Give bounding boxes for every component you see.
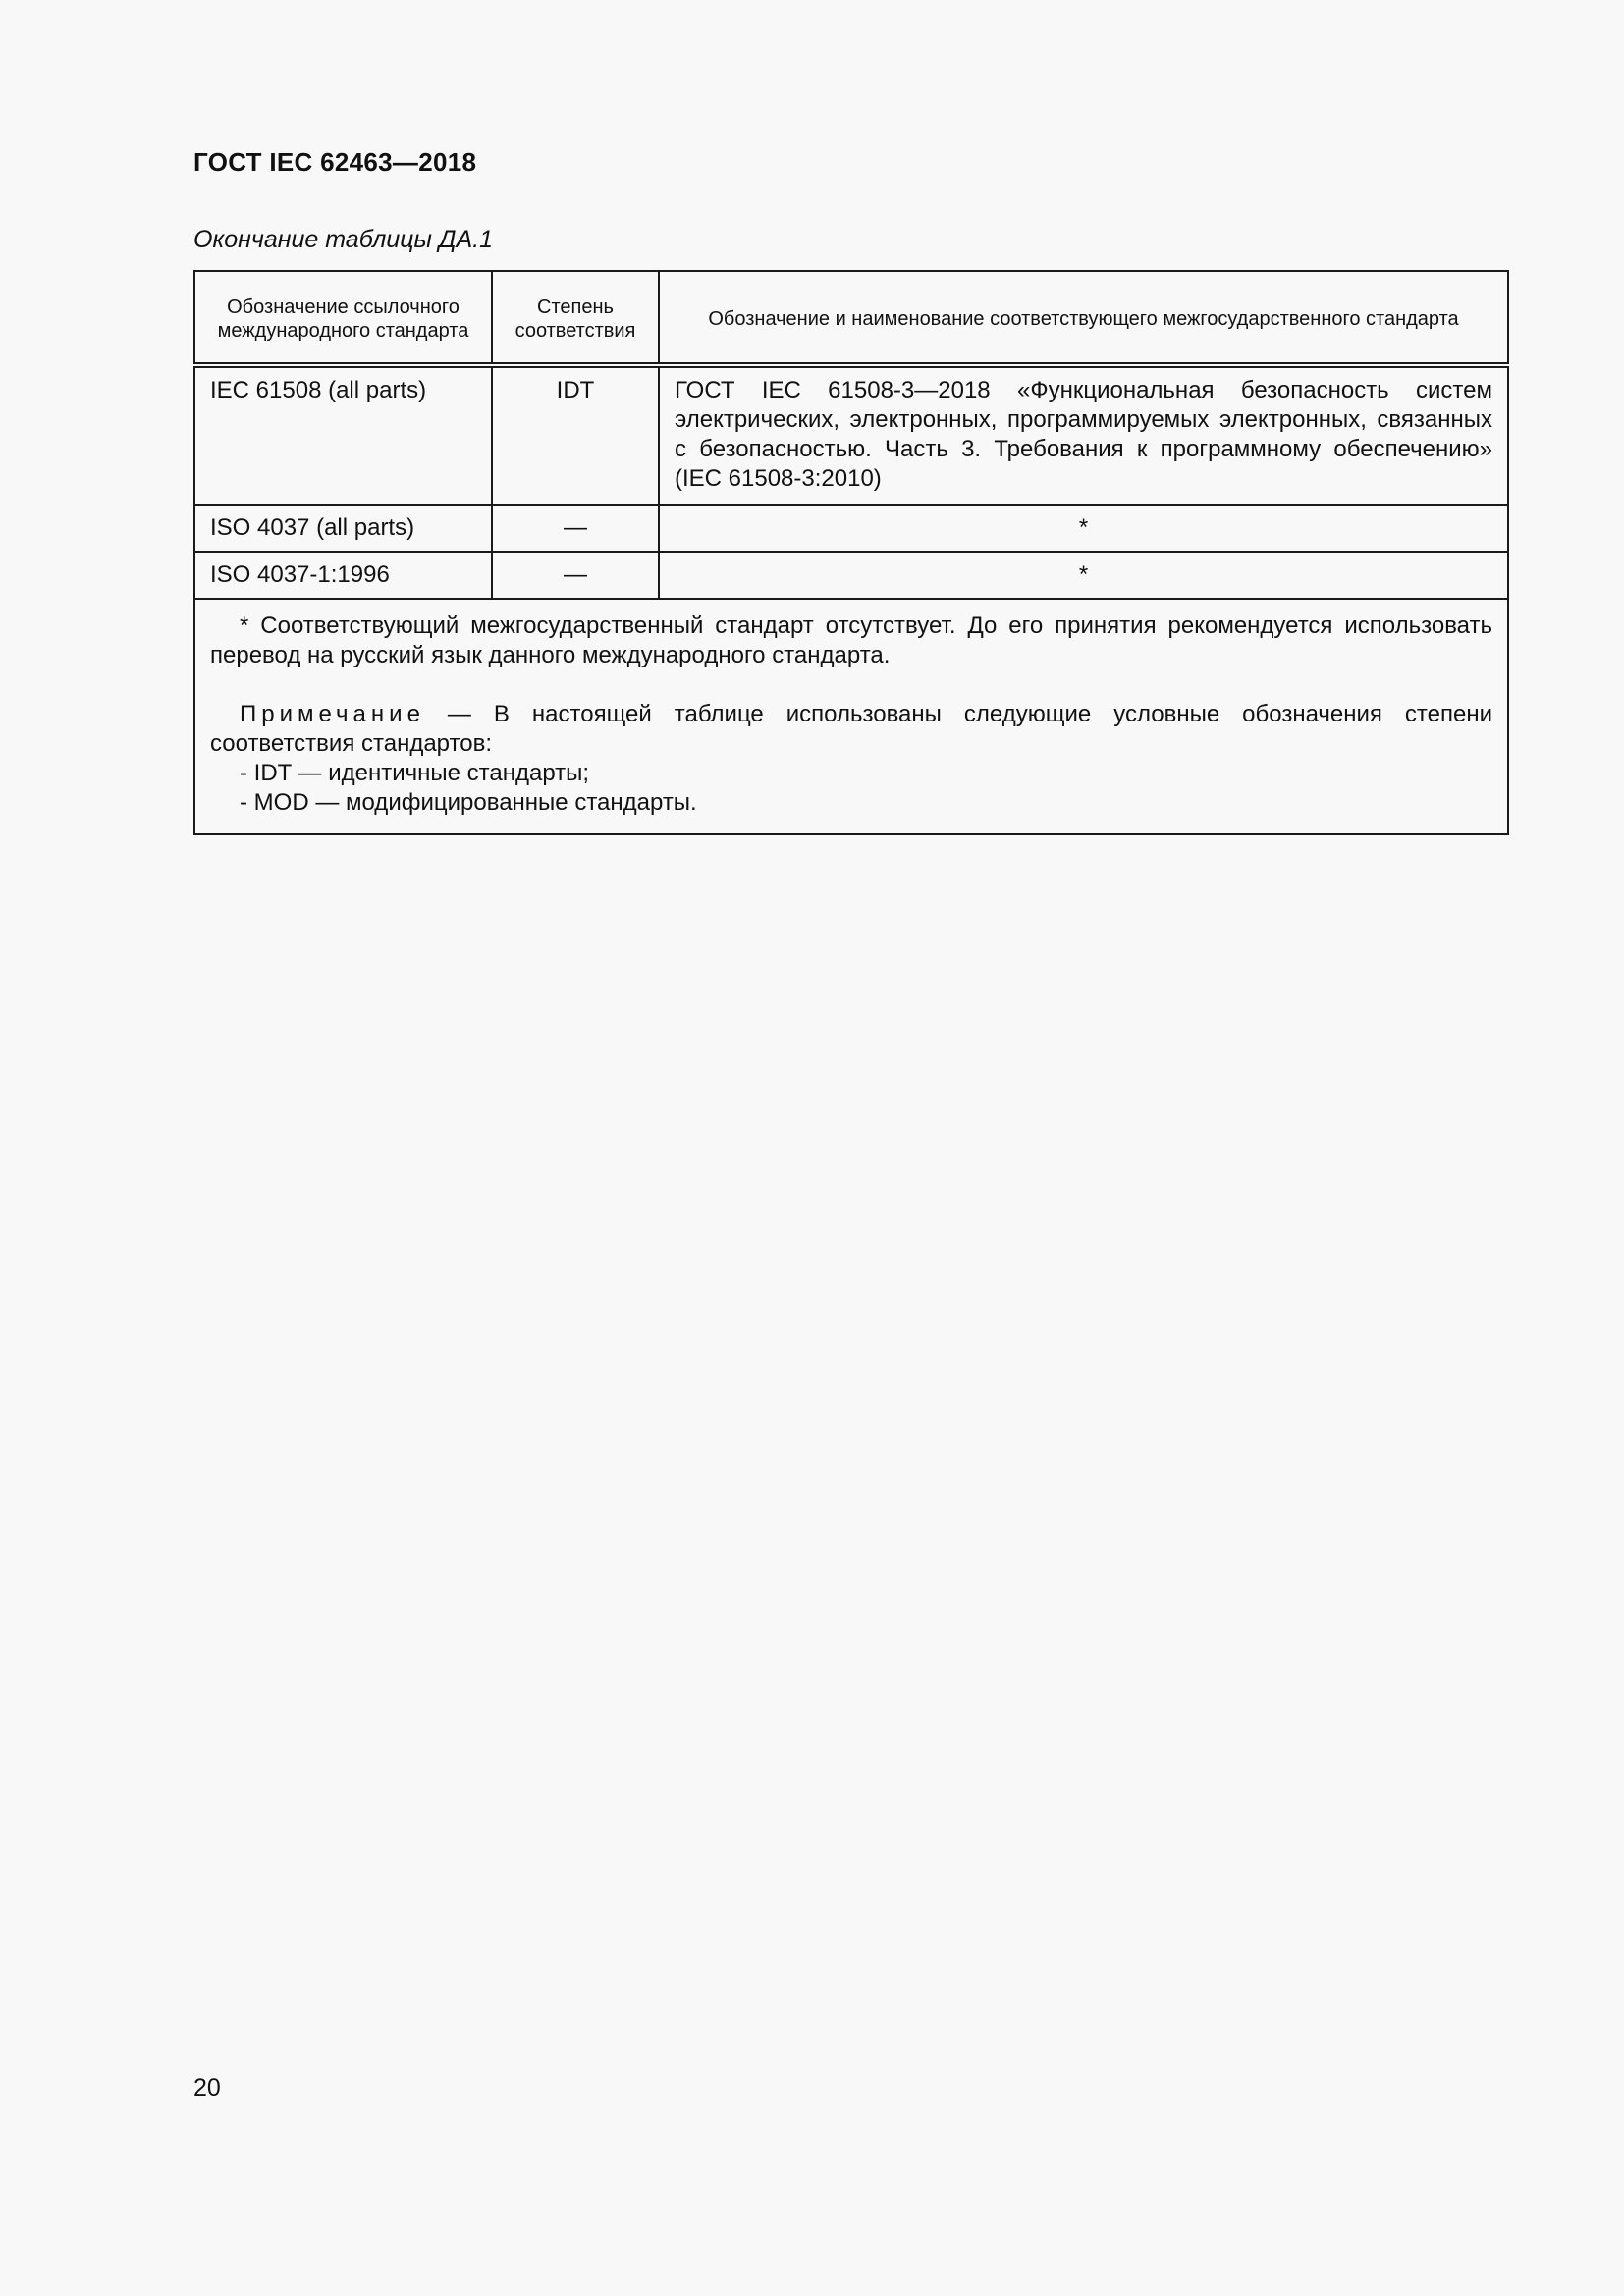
table-notes-row bbox=[194, 599, 1508, 834]
cell-reference: IEC 61508 (all parts) bbox=[194, 365, 492, 505]
reference-standards-table bbox=[193, 270, 1509, 835]
cell-interstate: * bbox=[659, 505, 1508, 552]
table-header bbox=[194, 271, 1508, 365]
note-list-item: - IDT — идентичные стандарты; bbox=[240, 760, 590, 786]
table-row bbox=[194, 365, 1508, 505]
column-header-degree: Степень соответствия bbox=[492, 271, 659, 365]
note-text: — В настоящей таблице использованы следующие условные обозначения степени соответствия стандартов: bbox=[210, 701, 1492, 757]
document-header: ГОСТ IEC 62463—2018 bbox=[193, 147, 477, 177]
cell-degree: — bbox=[492, 552, 659, 599]
column-header-interstate: Обозначение и наименование соответствующего межгосударственного стандарта bbox=[659, 271, 1508, 365]
table-footnote: * Соответствующий межгосударственный стандарт отсутствует. До его принятия рекомендуется использовать перевод на русский язык данного международного стандарта. bbox=[210, 613, 1492, 668]
column-header-reference: Обозначение ссылочного международного стандарта bbox=[194, 271, 492, 365]
page-number: 20 bbox=[193, 2074, 221, 2102]
table-row bbox=[194, 552, 1508, 599]
cell-interstate: * bbox=[659, 552, 1508, 599]
table-notes bbox=[194, 599, 1508, 834]
cell-degree: IDT bbox=[492, 365, 659, 505]
note-label: Примечание bbox=[240, 701, 425, 727]
note-list bbox=[210, 759, 1492, 828]
table-caption: Окончание таблицы ДА.1 bbox=[193, 226, 493, 253]
table-row bbox=[194, 505, 1508, 552]
table-note bbox=[210, 700, 1492, 759]
cell-degree: — bbox=[492, 505, 659, 552]
note-list-item: - MOD — модифицированные стандарты. bbox=[240, 789, 697, 816]
cell-interstate: ГОСТ IEC 61508-3—2018 «Функциональная безопасность систем электрических, электронных, программируемых электронных, связанных с безопасностью. Часть 3. Требования к программному обеспечению» (IEC 61508-3:2010) bbox=[659, 365, 1508, 505]
cell-reference: ISO 4037-1:1996 bbox=[194, 552, 492, 599]
cell-reference: ISO 4037 (all parts) bbox=[194, 505, 492, 552]
